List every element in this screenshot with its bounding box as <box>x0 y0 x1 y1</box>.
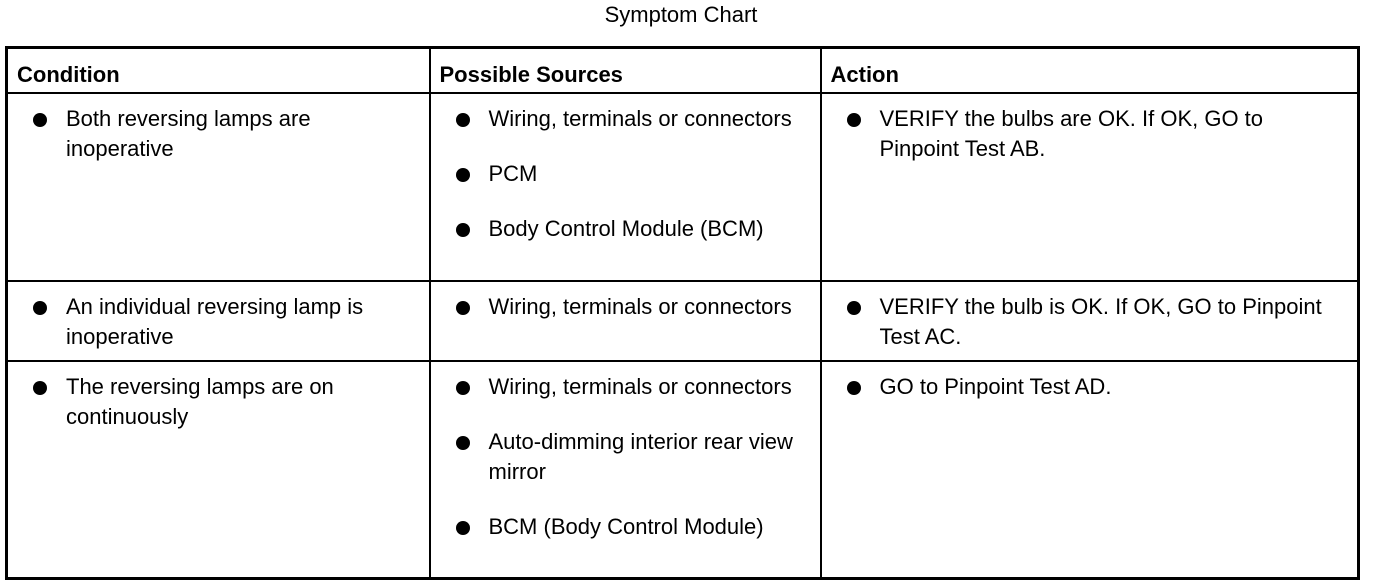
bullet-icon <box>847 301 861 315</box>
bullet-icon <box>456 436 470 450</box>
list-item <box>431 214 804 244</box>
table-row <box>7 361 1359 579</box>
sources-cell <box>430 93 821 281</box>
sources-cell <box>430 281 821 361</box>
condition-text: The reversing lamps are on continuously <box>66 373 334 429</box>
bullet-icon <box>33 301 47 315</box>
source-text: Auto-dimming interior rear view mirror <box>488 428 793 484</box>
table-row <box>7 93 1359 281</box>
list-item <box>431 159 804 189</box>
condition-cell <box>7 281 430 361</box>
source-text: Body Control Module (BCM) <box>488 215 764 241</box>
chart-title: Symptom Chart <box>604 2 758 27</box>
table-header-row <box>7 48 1359 93</box>
bullet-icon <box>33 113 47 127</box>
bullet-icon <box>456 301 470 315</box>
source-text: Wiring, terminals or connectors <box>488 105 792 131</box>
header-possible-sources: Possible Sources <box>430 48 821 93</box>
bullet-icon <box>456 521 470 535</box>
action-cell <box>821 361 1359 579</box>
source-text: Wiring, terminals or connectors <box>488 293 792 319</box>
action-cell <box>821 93 1359 281</box>
bullet-icon <box>456 223 470 237</box>
list-item <box>431 427 804 487</box>
condition-text: An individual reversing lamp is inoperative <box>66 293 364 349</box>
source-text: PCM <box>488 160 538 186</box>
action-text: VERIFY the bulb is OK. If OK, GO to Pinpoint Test AC. <box>879 293 1322 349</box>
table-row <box>7 281 1359 361</box>
list-item <box>431 104 804 134</box>
list-item <box>431 512 804 542</box>
list-item <box>431 292 804 322</box>
bullet-icon <box>456 113 470 127</box>
list-item <box>8 104 413 164</box>
list-item <box>822 292 1342 352</box>
action-text: VERIFY the bulbs are OK. If OK, GO to Pinpoint Test AB. <box>879 105 1264 161</box>
list-item <box>8 372 413 432</box>
bullet-icon <box>847 113 861 127</box>
action-text: GO to Pinpoint Test AD. <box>879 373 1112 399</box>
list-item <box>822 104 1342 164</box>
header-condition: Condition <box>7 48 430 93</box>
source-text: Wiring, terminals or connectors <box>488 373 792 399</box>
condition-text: Both reversing lamps are inoperative <box>66 105 311 161</box>
action-cell <box>821 281 1359 361</box>
bullet-icon <box>33 381 47 395</box>
symptom-table <box>5 46 1360 580</box>
bullet-icon <box>456 381 470 395</box>
condition-cell <box>7 93 430 281</box>
bullet-icon <box>847 381 861 395</box>
condition-cell <box>7 361 430 579</box>
bullet-icon <box>456 168 470 182</box>
list-item <box>431 372 804 402</box>
sources-cell <box>430 361 821 579</box>
list-item <box>822 372 1342 402</box>
list-item <box>8 292 413 352</box>
header-action: Action <box>821 48 1359 93</box>
source-text: BCM (Body Control Module) <box>488 513 764 539</box>
